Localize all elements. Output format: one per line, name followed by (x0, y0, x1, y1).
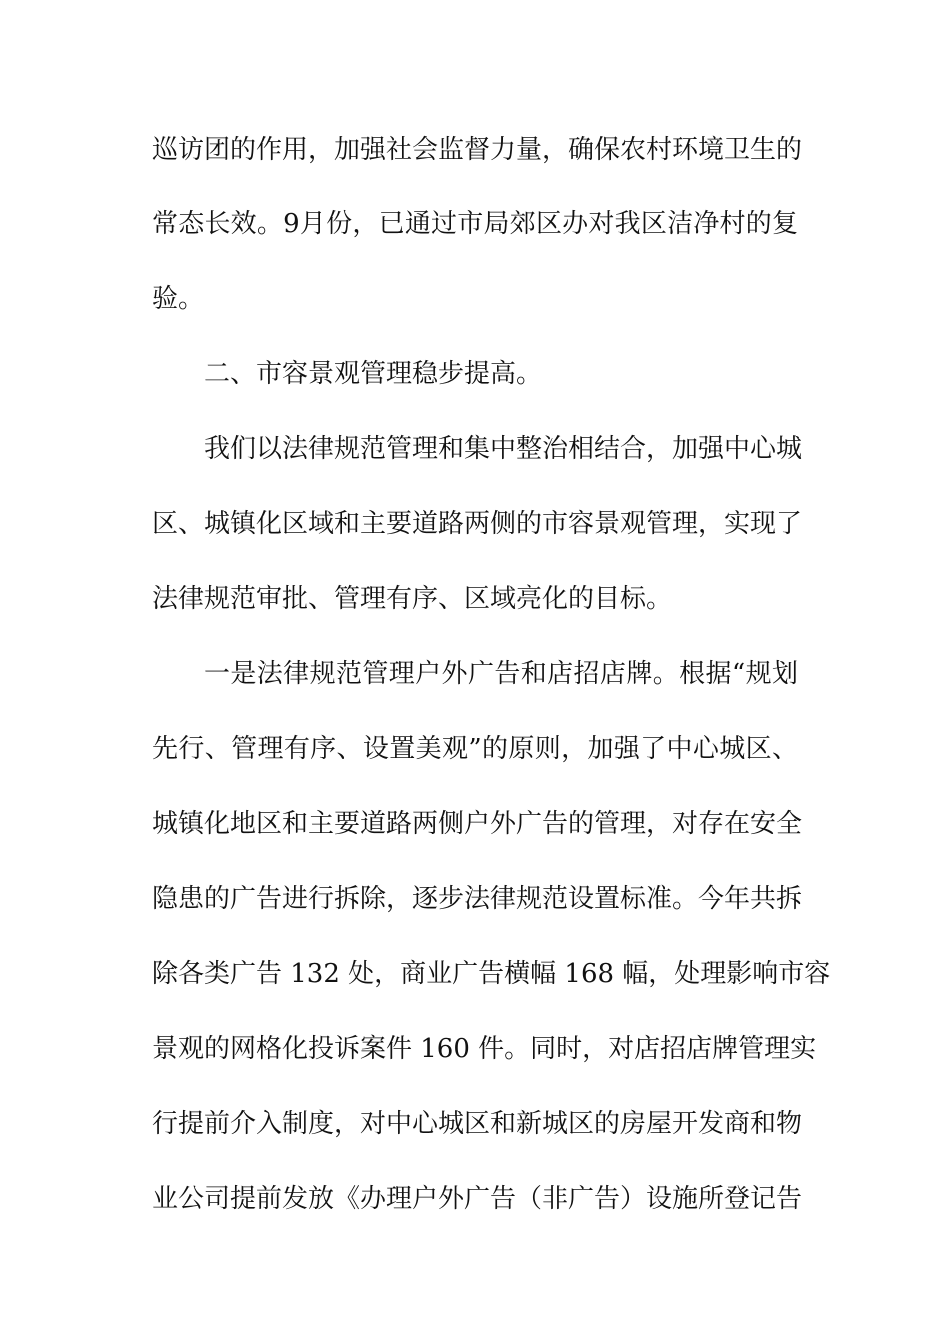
text-line-15: 业公司提前发放《办理户外广告（非广告）设施所登记告 (152, 1184, 803, 1214)
text-line-2: 常态长效。9月份，已通过市局郊区办对我区洁净村的复 (152, 209, 798, 239)
text-line-14: 行提前介入制度，对中心城区和新城区的房屋开发商和物 (152, 1109, 803, 1139)
text-line-13: 景观的网格化投诉案件 160 件。同时，对店招店牌管理实 (152, 1034, 817, 1064)
text-line-1: 巡访团的作用，加强社会监督力量，确保农村环境卫生的 (152, 135, 803, 165)
text-line-6: 区、城镇化区域和主要道路两侧的市容景观管理，实现了 (152, 509, 803, 539)
text-line-11: 隐患的广告进行拆除，逐步法律规范设置标准。今年共拆 (152, 884, 803, 914)
text-line-5: 我们以法律规范管理和集中整治相结合，加强中心城 (204, 434, 803, 464)
text-line-12: 除各类广告 132 处，商业广告横幅 168 幅，处理影响市容 (152, 959, 831, 989)
text-line-8: 一是法律规范管理户外广告和店招店牌。根据“规划 (204, 659, 798, 689)
text-line-7: 法律规范审批、管理有序、区域亮化的目标。 (152, 584, 673, 614)
text-line-10: 城镇化地区和主要道路两侧户外广告的管理，对存在安全 (152, 809, 803, 839)
text-line-3: 验。 (152, 284, 205, 314)
section-heading: 二、市容景观管理稳步提高。 (204, 359, 543, 389)
text-line-9: 先行、管理有序、设置美观”的原则，加强了中心城区、 (152, 734, 798, 764)
